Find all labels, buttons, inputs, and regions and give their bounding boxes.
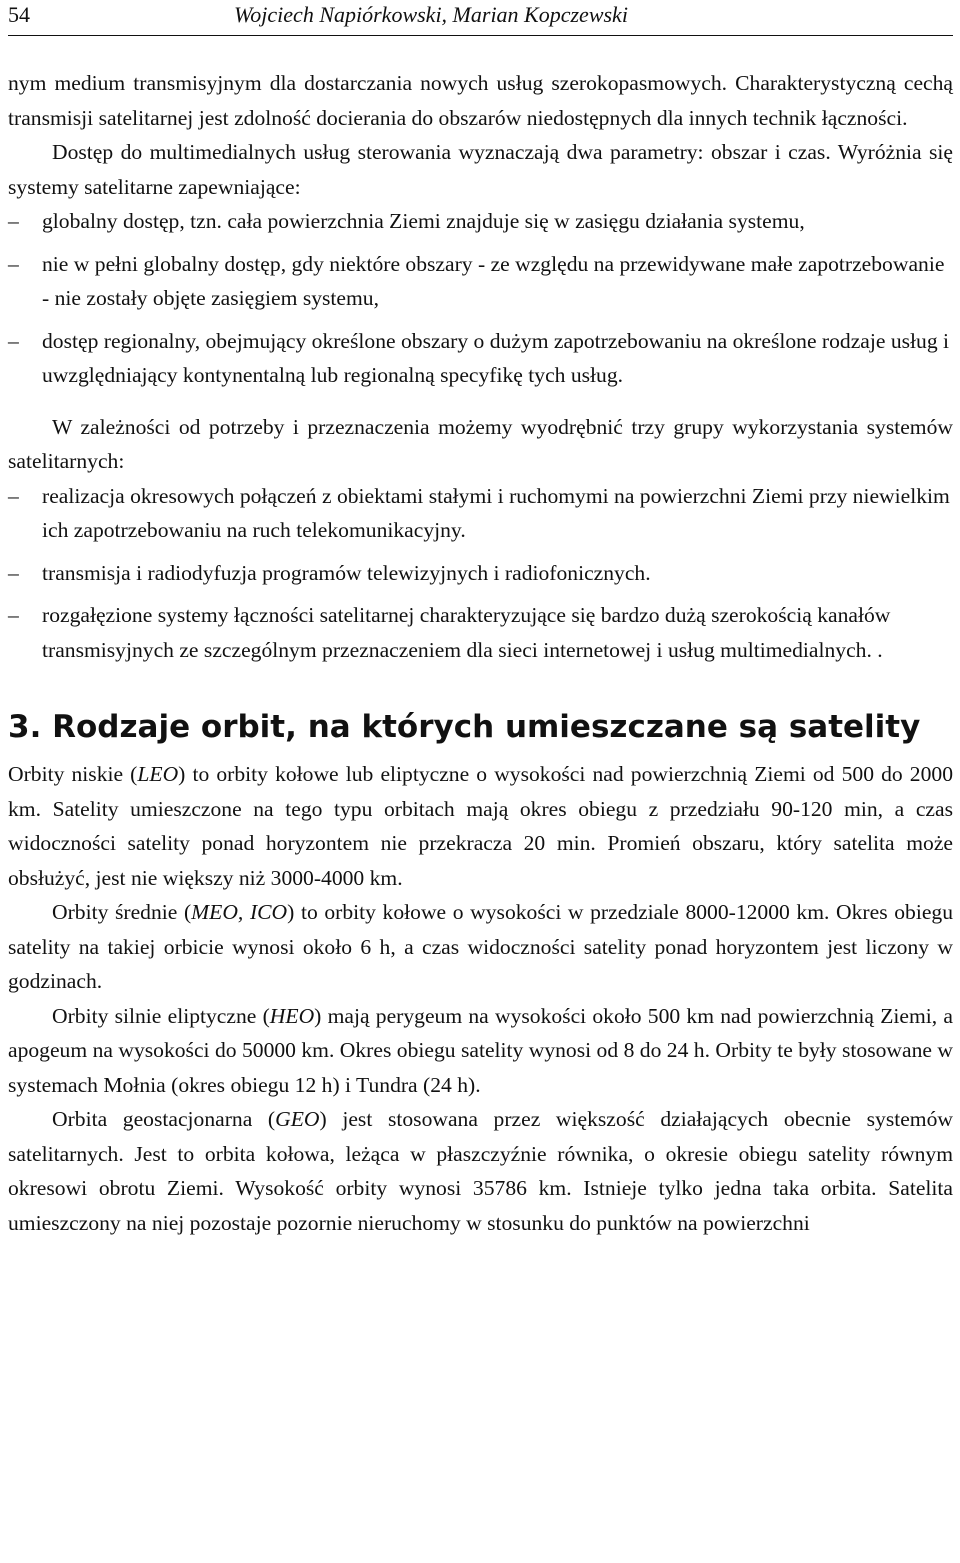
page-number: 54 bbox=[8, 2, 30, 27]
paragraph-geo bbox=[8, 1102, 953, 1240]
geo-abbreviation: GEO bbox=[275, 1107, 320, 1131]
dash-bullet: – bbox=[8, 603, 19, 627]
leo-text-before: Orbity niskie ( bbox=[8, 762, 138, 786]
list-item-text: rozgałęzione systemy łączności satelitarnej charakteryzujące się bardzo dużą szerokością kanałów transmisyjnych ze szczególnym przeznaczeniem dla sieci internetowej i usług multimedialnych. . bbox=[42, 603, 891, 662]
document-page bbox=[8, 0, 953, 1563]
page-header bbox=[8, 0, 953, 36]
running-header-authors: Wojciech Napiórkowski, Marian Kopczewski bbox=[234, 2, 628, 27]
section-heading: 3. Rodzaje orbit, na których umieszczane są satelity bbox=[8, 709, 921, 745]
dash-bullet: – bbox=[8, 209, 19, 233]
paragraph-leo bbox=[8, 757, 953, 895]
list-access-types bbox=[8, 204, 953, 393]
paragraph-access-parameters: Dostęp do multimedialnych usług sterowania wyznaczają dwa parametry: obszar i czas. Wyróżnia się systemy satelitarne zapewniające: bbox=[8, 140, 953, 199]
paragraph-usage-groups: W zależności od potrzeby i przeznaczenia możemy wyodrębnić trzy grupy wykorzystania systemów satelitarnych: bbox=[8, 414, 953, 473]
list-usage-groups bbox=[8, 479, 953, 668]
list-item-text: dostęp regionalny, obejmujący określone obszary o dużym zapotrzebowaniu na określone rodzaje usług i uwzględniający kontynentalną lub regionalną specyfikę tych usług. bbox=[42, 328, 950, 387]
list-item-text: globalny dostęp, tzn. cała powierzchnia Ziemi znajduje się w zasięgu działania systemu, bbox=[42, 209, 805, 233]
meo-text-before: Orbity średnie ( bbox=[52, 900, 192, 924]
dash-bullet: – bbox=[8, 483, 19, 508]
page-content bbox=[8, 36, 953, 1240]
list-item bbox=[8, 556, 953, 591]
geo-text-after: ) jest stosowana przez większość działających obecnie systemów satelitarnych. Jest to orbita kołowa, leżąca w płaszczyźnie równika, o okresie obiegu satelity równym okresowi obrotu Ziemi. Wysokość orbity wynosi 35786 km. Istnieje tylko jedna taka orbita. Satelita umieszczony na niej pozostaje pozornie nieruchomy w stosunku do punktów na powierzchni bbox=[8, 1107, 953, 1235]
paragraph-heo bbox=[8, 999, 953, 1103]
meo-text-after: ) to orbity kołowe o wysokości w przedziale 8000-12000 km. Okres obiegu satelity na takiej orbicie wynosi około 6 h, a czas widoczności satelity ponad horyzontem jest liczony w godzinach. bbox=[8, 900, 953, 993]
list-item-text: nie w pełni globalny dostęp, gdy niektóre obszary - ze względu na przewidywane małe zapotrzebowanie - nie zostały objęte zasięgiem systemu, bbox=[42, 251, 945, 310]
list-item bbox=[8, 247, 953, 316]
list-item bbox=[8, 324, 953, 393]
list-item-text: transmisja i radiodyfuzja programów telewizyjnych i radiofonicznych. bbox=[42, 560, 651, 585]
geo-text-before: Orbita geostacjonarna ( bbox=[52, 1107, 276, 1131]
list-item bbox=[8, 479, 953, 548]
dash-bullet: – bbox=[8, 251, 19, 276]
list-item-text: realizacja okresowych połączeń z obiektami stałymi i ruchomymi na powierzchni Ziemi przy niewielkim ich zapotrzebowaniu na ruch telekomunikacyjny. bbox=[42, 483, 950, 542]
paragraph-meo bbox=[8, 895, 953, 999]
heo-text-before: Orbity silnie eliptyczne ( bbox=[52, 1003, 270, 1028]
dash-bullet: – bbox=[8, 328, 19, 353]
list-item bbox=[8, 204, 953, 239]
list-item bbox=[8, 598, 953, 667]
leo-abbreviation: LEO bbox=[137, 762, 179, 786]
paragraph-intro: nym medium transmisyjnym dla dostarczania nowych usług szerokopasmowych. Charakterystyczną cechą transmisji satelitarnej jest zdolność docierania do obszarów niedostępnych dla innych technik łączności. bbox=[8, 71, 953, 130]
dash-bullet: – bbox=[8, 560, 19, 585]
heo-text-after: ) mają perygeum na wysokości około 500 km nad powierzchnią Ziemi, a apogeum na wysokości do 50000 km. Okres obiegu satelity wynosi od 8 do 24 h. Orbity te były stosowane w systemach Mołnia (okres obiegu 12 h) i Tundra (24 h). bbox=[8, 1003, 953, 1097]
heo-abbreviation: HEO bbox=[269, 1003, 315, 1028]
meo-abbreviation: MEO, ICO bbox=[191, 900, 288, 924]
leo-text-after: ) to orbity kołowe lub eliptyczne o wysokości nad powierzchnią Ziemi od 500 do 2000 km. Satelity umieszczone na tego typu orbitach mają okres obiegu z przedziału 90-120 min, a czas widoczności satelity ponad horyzontem nie przekracza 20 min. Promień obszaru, który satelita może obsłużyć, jest nie większy niż 3000-4000 km. bbox=[8, 762, 953, 890]
